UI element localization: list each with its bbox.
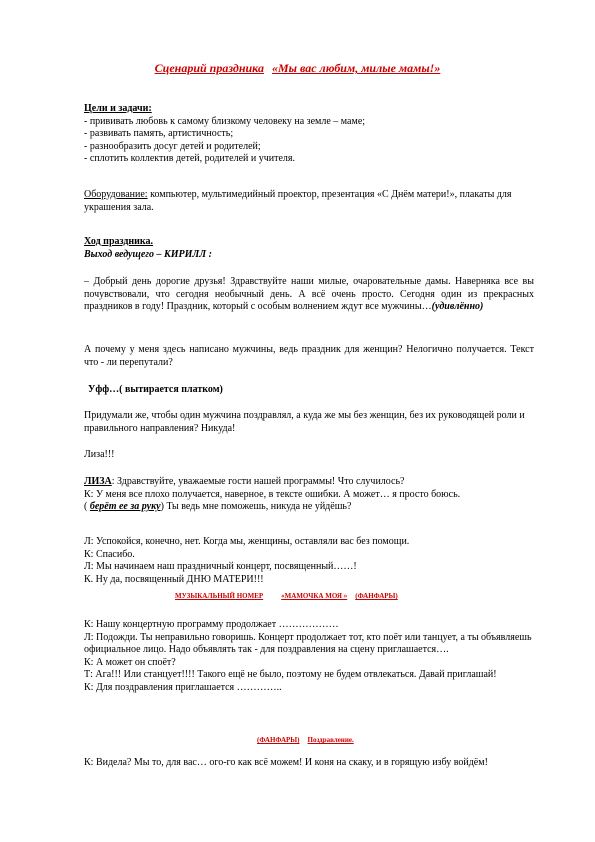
dialog-line: Л: Успокойся, конечно, нет. Когда мы, женщины, оставляли вас без помощи. <box>84 536 410 547</box>
goals-heading: Цели и задачи: <box>84 103 152 114</box>
dialog-text: Ты ведь мне поможешь, никуда не уйдёшь? <box>163 501 352 512</box>
dialog-block-3 <box>84 619 534 694</box>
congrats-fanfare: (ФАНФАРЫ) <box>257 736 300 744</box>
equipment-section <box>84 189 534 214</box>
paragraph-1-text: – Добрый день дорогие друзья! Здравствуйте наши милые, очаровательные дамы. Наверняка все вы почувствовали, что сегодня необычный день. А всё очень просто. Сегодня один из прекрасных праздников в году! Праздник, который с особым волнением ждут все мужчины… <box>84 276 534 312</box>
dialog-block-1 <box>84 476 534 514</box>
remark-open: ( <box>84 501 90 512</box>
congrats-line <box>257 735 354 745</box>
dialog-line <box>84 501 534 514</box>
paragraph-1-remark: (удивлённо) <box>431 301 484 312</box>
host-entry: Выход ведущего – КИРИЛЛ : <box>84 248 212 260</box>
dialog-line: К: У меня все плохо получается, наверное, в тексте ошибки. А может… я просто боюсь. <box>84 488 461 500</box>
equipment-label: Оборудование: <box>84 189 148 200</box>
dialog-line: К: Для поздравления приглашается ………….. <box>84 681 282 693</box>
title-part2: «Мы вас любим, милые мамы!» <box>271 61 441 75</box>
goal-item: - развивать память, артистичность; <box>84 128 234 139</box>
liza-text: : Здравствуйте, уважаемые гости нашей программы! Что случилось? <box>111 476 405 487</box>
music-number-label: МУЗЫКАЛЬНЫЙ НОМЕР <box>175 592 264 600</box>
dialog-block-2 <box>84 536 534 586</box>
dialog-line: К: А может он споёт? <box>84 656 176 668</box>
equipment-text: компьютер, мультимедийный проектор, презентация «С Днём матери!», плакаты для украшения зала. <box>84 189 512 213</box>
paragraph-4: Придумали же, чтобы один мужчина поздравлял, а куда же мы без женщин, без их руководящей роли и правильного направления? Никуда! <box>84 410 525 434</box>
goal-item: - сплотить коллектив детей, родителей и учителя. <box>84 153 295 164</box>
dialog-line: Л: Подожди. Ты неправильно говоришь. Концерт продолжает тот, кто поёт или танцует, а ты объявляешь официальное лицо. Надо объявлять так - для поздравления на сцену приглашается…. <box>84 631 532 655</box>
paragraph-1 <box>84 276 534 314</box>
course-heading: Ход праздника. <box>84 236 154 247</box>
music-number-line <box>175 591 398 601</box>
stage-remark: берёт ее за руку <box>89 501 161 512</box>
dialog-line: К: Нашу концертную программу продолжает ……………… <box>84 619 339 630</box>
goal-item: - разнообразить досуг детей и родителей; <box>84 140 261 152</box>
music-song-title: «МАМОЧКА МОЯ » <box>281 592 348 600</box>
dialog-line: К. Ну да, посвященный ДНЮ МАТЕРИ!!! <box>84 573 264 585</box>
course-section <box>84 236 534 261</box>
paragraph-2: А почему у меня здесь написано мужчины, ведь праздник для женщин? Нелогично получается. Текст что - ли перепутали? <box>84 344 534 368</box>
title-part1: Сценарий праздника <box>154 61 264 75</box>
remark-close: ) <box>160 501 164 512</box>
dialog-line: Т: Ага!!! Или станцует!!!! Такого ещё не было, поэтому не будем отвлекаться. Давай приглашай! <box>84 669 497 680</box>
liza-label: ЛИЗА <box>84 476 112 487</box>
dialog-line: К: Спасибо. <box>84 548 135 560</box>
document-title <box>0 62 595 75</box>
paragraph-5: Лиза!!! <box>84 449 115 460</box>
dialog-line: Л: Мы начинаем наш праздничный концерт, посвященный……! <box>84 561 357 572</box>
paragraph-3: Уфф…( вытирается платком) <box>88 384 223 395</box>
dialog-line <box>84 476 534 489</box>
goal-item: - прививать любовь к самому близкому человеку на земле – маме; <box>84 115 366 127</box>
music-fanfare: (ФАНФАРЫ) <box>355 592 398 600</box>
congrats-text: Поздравление. <box>307 736 354 744</box>
closing-line: К: Видела? Мы то, для вас… ого-го как всё можем! И коня на скаку, и в горящую избу войдём! <box>84 757 488 768</box>
goals-section <box>84 103 534 166</box>
